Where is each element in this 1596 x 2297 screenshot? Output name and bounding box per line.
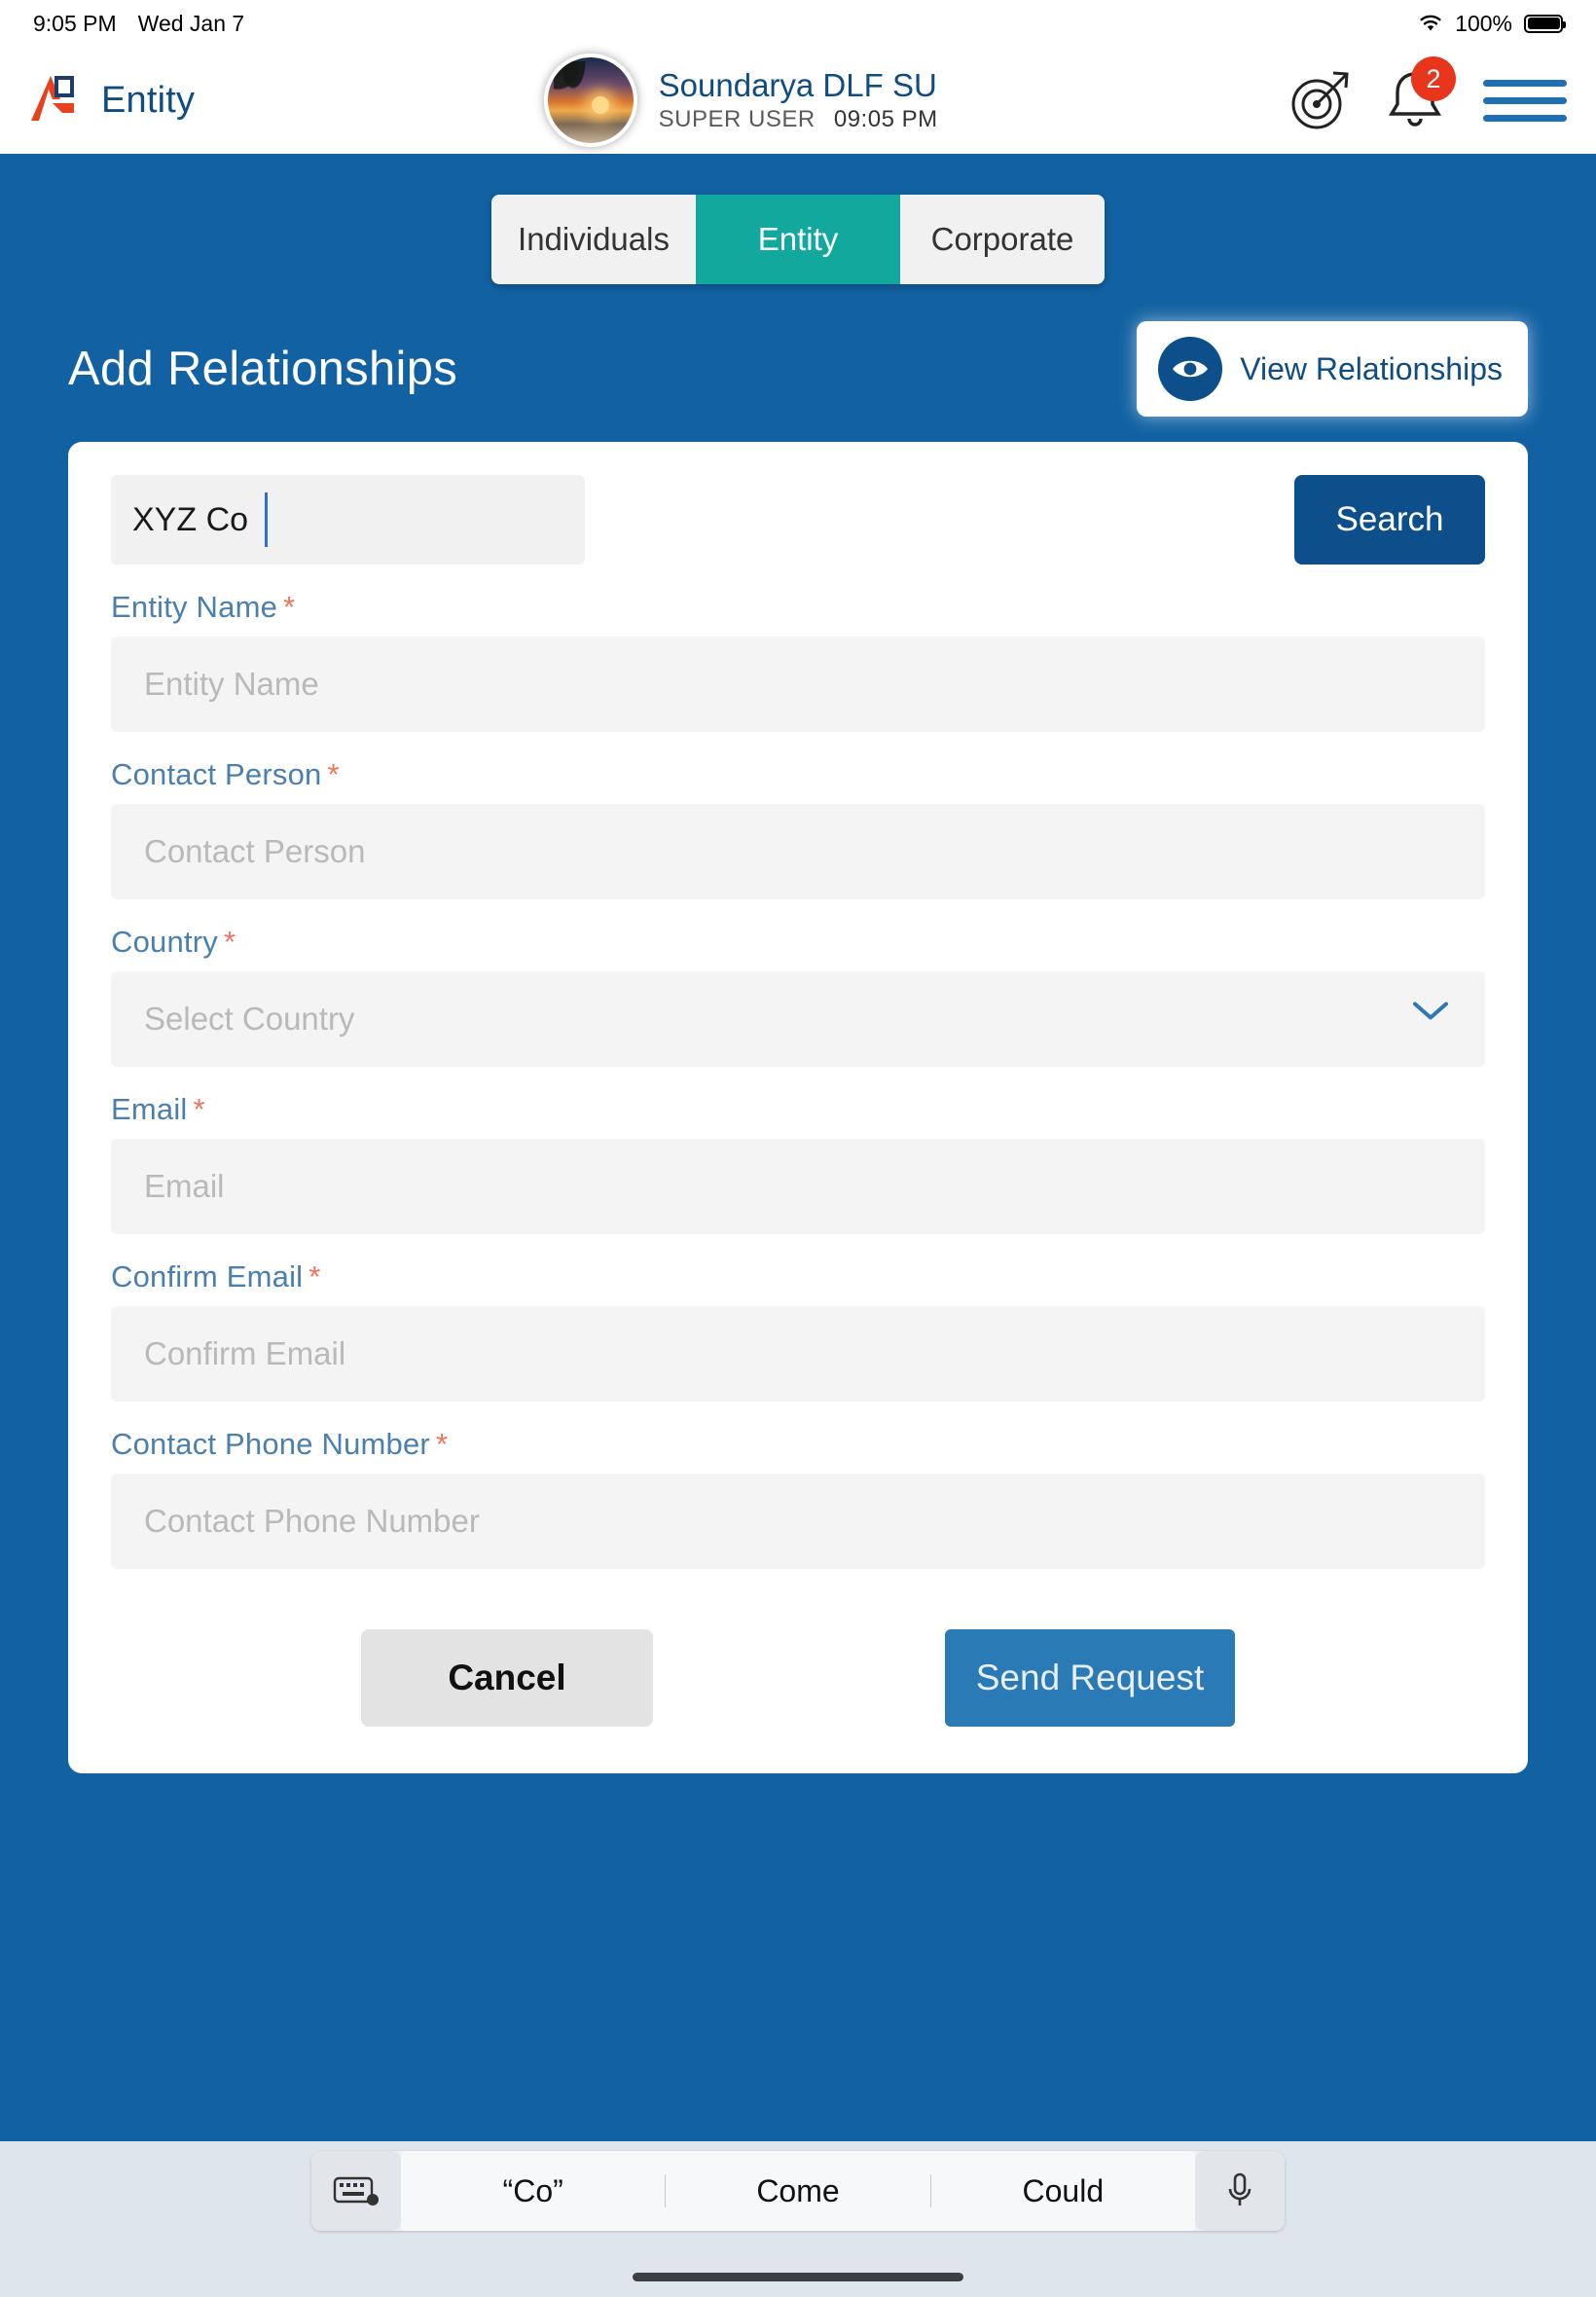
label-confirm-email: Confirm Email * [111,1259,321,1294]
target-icon[interactable] [1287,67,1353,133]
keyboard-area [0,2141,1596,2297]
required-asterisk: * [327,757,340,791]
label-entity-name: Entity Name * [111,590,296,624]
field-entity-name [111,590,1485,732]
view-relationships-button[interactable] [1137,321,1528,417]
suggestion-1[interactable]: Come [756,2172,840,2208]
field-country [111,925,1485,1067]
bell-icon[interactable] [1386,63,1444,132]
page-title: Add Relationships [68,343,458,395]
field-contact-person [111,757,1485,899]
status-time: 9:05 PM [33,10,117,36]
user-role: SUPER USER [658,105,816,132]
email-input[interactable] [111,1139,1485,1234]
view-relationships-label: View Relationships [1240,350,1503,386]
cancel-button[interactable]: Cancel [361,1629,653,1727]
user-info [659,68,938,132]
suggestion-2[interactable]: Could [1022,2172,1105,2208]
label-country: Country * [111,925,236,959]
home-indicator [633,2273,963,2281]
tab-entity[interactable]: Entity [696,195,900,284]
hamburger-menu-icon[interactable] [1483,80,1567,122]
page-body [0,154,1596,2297]
required-asterisk: * [435,1427,449,1461]
user-name: Soundarya DLF SU [658,67,937,104]
required-asterisk: * [223,925,236,959]
search-row [111,475,1485,565]
tab-individuals[interactable]: Individuals [491,195,696,284]
user-time: 09:05 PM [833,105,938,132]
field-contact-phone-number [111,1427,1485,1569]
field-confirm-email [111,1259,1485,1402]
add-relationship-form [68,442,1528,1773]
app-logo-icon [23,70,84,130]
search-input[interactable] [111,475,585,565]
confirm-email-input[interactable] [111,1306,1485,1402]
app-header [0,47,1596,154]
user-avatar[interactable] [544,54,637,147]
brand-title: Entity [101,79,196,121]
contact-person-input[interactable] [111,804,1485,899]
microphone-icon[interactable] [1195,2151,1285,2231]
notification-badge: 2 [1411,56,1456,101]
section-header [68,321,1528,417]
suggestion-0[interactable]: “Co” [502,2172,563,2208]
label-contact-phone-number: Contact Phone Number * [111,1427,449,1461]
form-actions [111,1629,1485,1727]
battery-percent: 100% [1455,10,1512,36]
field-email [111,1092,1485,1234]
label-email: Email * [111,1092,205,1126]
text-caret [265,492,268,547]
contact-phone-number-input[interactable] [111,1474,1485,1569]
battery-icon [1524,15,1563,33]
wifi-icon [1418,14,1443,33]
required-asterisk: * [193,1092,205,1126]
entity-type-tabs[interactable] [491,195,1105,284]
suggestion-bar [311,2151,1285,2231]
tab-corporate[interactable]: Corporate [900,195,1105,284]
country-select[interactable] [111,971,1485,1067]
status-date: Wed Jan 7 [137,10,245,36]
eye-icon [1158,337,1222,401]
entity-name-input[interactable] [111,637,1485,732]
keyboard-icon[interactable] [311,2151,401,2231]
send-request-button[interactable]: Send Request [945,1629,1235,1727]
brand-block[interactable] [23,70,195,130]
status-bar [0,0,1596,47]
required-asterisk: * [308,1259,321,1294]
search-button[interactable]: Search [1294,475,1485,565]
label-contact-person: Contact Person * [111,757,340,791]
required-asterisk: * [283,590,296,624]
